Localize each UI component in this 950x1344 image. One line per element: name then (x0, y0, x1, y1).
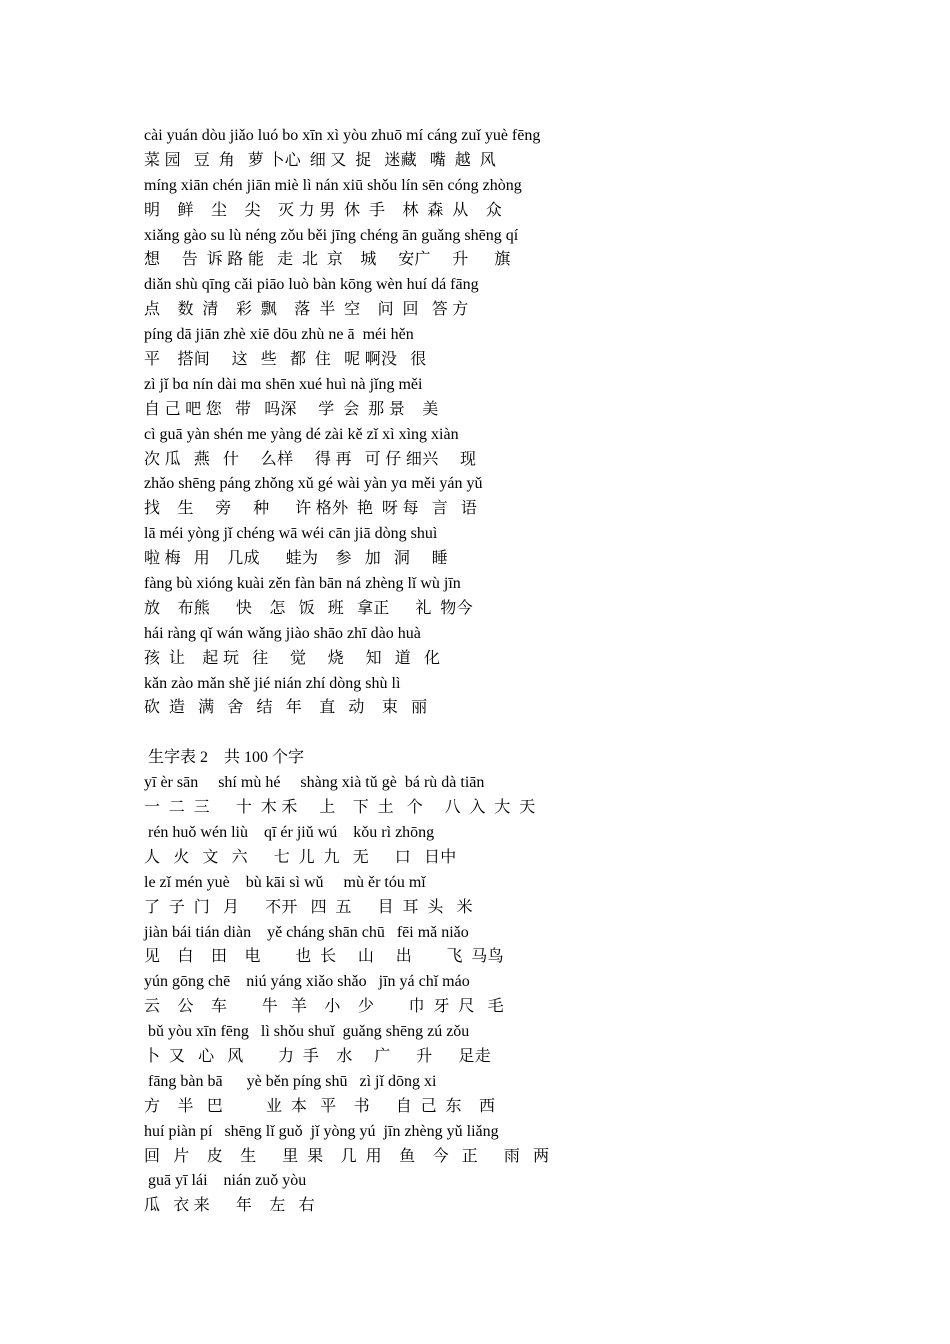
pinyin-line: diǎn shù qīng cǎi piāo luò bàn kōng wèn huí dá fāng (144, 276, 479, 294)
character-list-section-1 (144, 124, 844, 721)
hanzi-line: 一 二 三 十 木 禾 上 下 土 个 八 入 大 天 (144, 799, 536, 817)
hanzi-line: 见 白 田 电 也 长 山 出 飞 马鸟 (144, 948, 504, 966)
hanzi-line: 回 片 皮 生 里 果 几 用 鱼 今 正 雨 两 (144, 1147, 550, 1165)
pinyin-line: guā yī lái nián zuǒ yòu (144, 1172, 307, 1190)
pinyin-line: zì jǐ bɑ nín dài mɑ shēn xué huì nà jǐng měi (144, 375, 423, 393)
hanzi-line: 平 搭间 这 些 都 住 呢 啊没 很 (144, 351, 427, 369)
pinyin-line: huí piàn pí shēng lǐ guǒ jǐ yòng yú jīn zhèng yǔ liǎng (144, 1122, 499, 1140)
pinyin-line: kǎn zào mǎn shě jié nián zhí dòng shù lì (144, 674, 401, 692)
document-page (144, 124, 844, 1219)
hanzi-line: 点 数 清 彩 飘 落 半 空 问 回 答 方 (144, 301, 469, 319)
pinyin-line: yún gōng chē niú yáng xiǎo shǎo jīn yá chǐ máo (144, 973, 470, 991)
pinyin-line: xiǎng gào su lù néng zǒu běi jīng chéng ān guǎng shēng qí (144, 226, 519, 244)
hanzi-line: 卜 又 心 风 力 手 水 广 升 足走 (144, 1047, 491, 1065)
hanzi-line: 找 生 旁 种 许 格外 艳 呀 每 言 语 (144, 500, 478, 518)
hanzi-line: 瓜 衣 来 年 左 右 (144, 1197, 315, 1215)
pinyin-line: míng xiān chén jiān miè lì nán xiū shǒu lín sēn cóng zhòng (144, 176, 522, 194)
character-list-section-2 (144, 771, 844, 1219)
pinyin-line: hái ràng qǐ wán wǎng jiào shāo zhī dào huà (144, 624, 421, 642)
section-gap (144, 721, 844, 746)
pinyin-line: lā méi yòng jǐ chéng wā wéi cān jiā dòng shuì (144, 525, 438, 543)
pinyin-line: bǔ yòu xīn fēng lì shǒu shuǐ guǎng shēng zú zǒu (144, 1023, 470, 1041)
section-2-title: 生字表 2 共 100 个字 (144, 749, 305, 767)
hanzi-line: 菜 园 豆 角 萝 卜心 细 又 捉 迷藏 嘴 越 风 (144, 151, 496, 169)
hanzi-line: 了 子 门 月 不开 四 五 目 耳 头 米 (144, 898, 473, 916)
pinyin-line: le zǐ mén yuè bù kāi sì wǔ mù ěr tóu mǐ (144, 873, 426, 891)
hanzi-line: 人 火 文 六 七 儿 九 无 口 日中 (144, 848, 457, 866)
hanzi-line: 明 鲜 尘 尖 灭 力 男 休 手 林 森 从 众 (144, 201, 503, 219)
hanzi-line: 孩 让 起 玩 往 觉 烧 知 道 化 (144, 649, 441, 667)
pinyin-line: fàng bù xióng kuài zěn fàn bān ná zhèng lǐ wù jīn (144, 575, 461, 593)
pinyin-line: cài yuán dòu jiǎo luó bo xīn xì yòu zhuō mí cáng zuǐ yuè fēng (144, 127, 541, 144)
pinyin-line: fāng bàn bā yè běn píng shū zì jǐ dōng xi (144, 1072, 437, 1090)
pinyin-line: jiàn bái tián diàn yě cháng shān chū fēi mǎ niǎo (144, 923, 469, 941)
hanzi-line: 方 半 巴 业 本 平 书 自 己 东 西 (144, 1097, 496, 1115)
hanzi-line: 自 己 吧 您 带 吗深 学 会 那 景 美 (144, 400, 439, 418)
hanzi-line: 次 瓜 燕 什 么样 得 再 可 仔 细兴 现 (144, 450, 477, 468)
hanzi-line: 啦 梅 用 几成 蛙为 参 加 洞 睡 (144, 550, 448, 568)
pinyin-line: píng dā jiān zhè xiē dōu zhù ne ā méi hěn (144, 326, 414, 344)
hanzi-line: 云 公 车 牛 羊 小 少 巾 牙 尺 毛 (144, 998, 504, 1016)
pinyin-line: zhǎo shēng páng zhǒng xǔ gé wài yàn yɑ měi yán yǔ (144, 475, 483, 493)
hanzi-line: 想 告 诉 路 能 走 北 京 城 安广 升 旗 (144, 251, 511, 269)
hanzi-line: 放 布熊 快 怎 饭 班 拿正 礼 物今 (144, 599, 473, 617)
hanzi-line: 砍 造 满 舍 结 年 直 动 束 丽 (144, 699, 428, 717)
pinyin-line: cì guā yàn shén me yàng dé zài kě zǐ xì xìng xiàn (144, 425, 459, 443)
pinyin-line: rén huǒ wén liù qī ér jiǔ wú kǒu rì zhōng (144, 823, 435, 841)
pinyin-line: yī èr sān shí mù hé shàng xià tǔ gè bá rù dà tiān (144, 774, 485, 792)
